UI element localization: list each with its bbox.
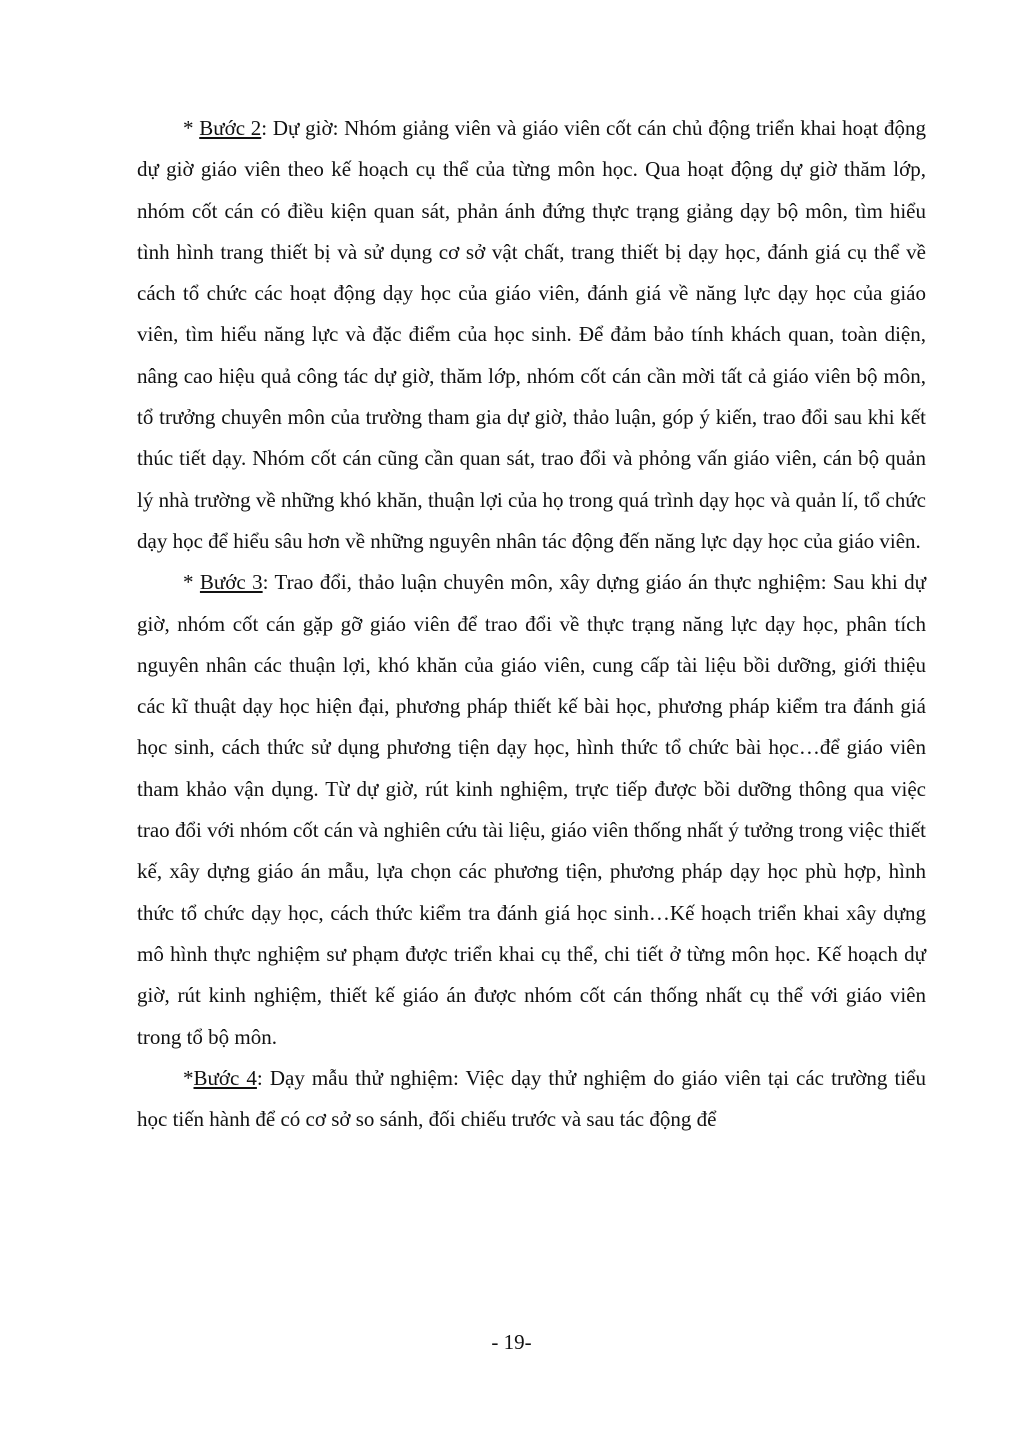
bullet-marker: * [183, 1065, 194, 1090]
paragraph-step-3 [137, 562, 926, 1058]
paragraph-text: : Dạy mẫu thử nghiệm: Việc dạy thử nghiệm do giáo viên tại các trường tiểu học tiến hành để có cơ sở so sánh, đối chiếu trước và sau tác động để [137, 1065, 926, 1132]
step-3-label: Bước 3 [199, 570, 263, 595]
body-text [137, 108, 926, 1140]
paragraph-step-2 [137, 108, 926, 562]
paragraph-text: : Trao đổi, thảo luận chuyên môn, xây dựng giáo án thực nghiệm: Sau khi dự giờ, nhóm cốt cán gặp gỡ giáo viên để trao đổi về thực trạng năng lực dạy học, phân tích nguyên nhân các thuận lợi, khó khăn của giáo viên, cung cấp tài liệu bồi dưỡng, giới thiệu các kĩ thuật dạy học hiện đại, phương pháp thiết kế bài học, phương pháp kiểm tra đánh giá học sinh, cách thức sử dụng phương tiện dạy học, hình thức tổ chức bài học…để giáo viên tham khảo vận dụng. Từ dự giờ, rút kinh nghiệm, trực tiếp được bồi dưỡng thông qua việc trao đổi với nhóm cốt cán và nghiên cứu tài liệu, giáo viên thống nhất ý tưởng trong việc thiết kế, xây dựng giáo án mẫu, lựa chọn các phương tiện, phương pháp dạy học phù hợp, hình thức tổ chức dạy học, cách thức kiểm tra đánh giá học sinh…Kế hoạch triển khai xây dựng mô hình thực nghiệm sư phạm được triển khai cụ thể, chi tiết ở từng môn học. Kế hoạch dự giờ, rút kinh nghiệm, thiết kế giáo án được nhóm cốt cán thống nhất cụ thể với giáo viên trong tổ bộ môn. [137, 570, 926, 1049]
page-number: - 19- [491, 1330, 532, 1354]
step-4-label: Bước 4 [193, 1065, 257, 1090]
step-2-label: Bước 2 [199, 116, 262, 140]
bullet-marker: * [183, 570, 200, 595]
bullet-marker: * [183, 116, 200, 140]
paragraph-text: : Dự giờ: Nhóm giảng viên và giáo viên cốt cán chủ động triển khai hoạt động dự giờ giáo viên theo kế hoạch cụ thể của từng môn học. Qua hoạt động dự giờ thăm lớp, nhóm cốt cán có điều kiện quan sát, phản ánh đứng thực trạng giảng dạy bộ môn, tìm hiểu tình hình trang thiết bị và sử dụng cơ sở vật chất, trang thiết bị dạy học, đánh giá cụ thể về cách tổ chức các hoạt động dạy học của giáo viên, đánh giá về năng lực dạy học của giáo viên, tìm hiểu năng lực và đặc điểm của học sinh. Để đảm bảo tính khách quan, toàn diện, nâng cao hiệu quả công tác dự giờ, thăm lớp, nhóm cốt cán cần mời tất cả giáo viên bộ môn, tổ trưởng chuyên môn của trường tham gia dự giờ, thảo luận, góp ý kiến, trao đổi sau khi kết thúc tiết dạy. Nhóm cốt cán cũng cần quan sát, trao đổi và phỏng vấn giáo viên, cán bộ quản lý nhà trường về những khó khăn, thuận lợi của họ trong quá trình dạy học và quản lí, tổ chức dạy học để hiểu sâu hơn về những nguyên nhân tác động đến năng lực dạy học của giáo viên. [137, 116, 926, 553]
paragraph-step-4 [137, 1058, 926, 1141]
